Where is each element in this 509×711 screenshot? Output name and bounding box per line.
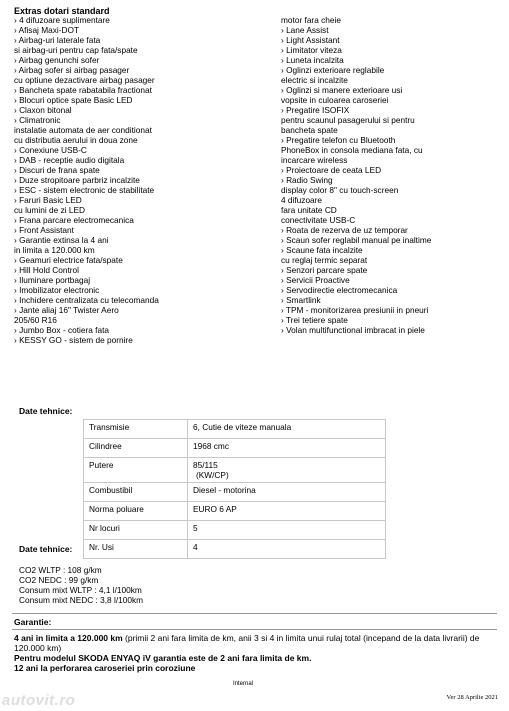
list-item: › Volan multifunctional imbracat in piele — [281, 325, 425, 335]
list-item: › Airbag sofer si airbag pasager — [14, 65, 130, 75]
warranty-enyaq: Pentru modelul SKODA ENYAQ iV garantia este de 2 ani fara limita de km. — [14, 653, 312, 663]
table-row — [84, 502, 386, 521]
tech-heading: Date tehnice: — [19, 406, 73, 416]
spec-value — [188, 483, 386, 502]
list-item: › Limitator viteza — [281, 45, 342, 55]
list-item: › Servodirectie electromecanica — [281, 285, 398, 295]
list-item: › Airbag-uri laterale fata — [14, 35, 101, 45]
list-item: › Radio Swing — [281, 175, 333, 185]
list-item: Consum mixt WLTP : 4,1 l/100km — [19, 585, 142, 595]
divider — [12, 629, 497, 630]
warranty-text — [14, 633, 500, 673]
list-item: › Faruri Basic LED — [14, 195, 82, 205]
spec-label: Transmisie — [84, 420, 188, 439]
list-item: instalatie automata de aer conditionat — [14, 125, 152, 135]
spec-label: Norma poluare — [84, 502, 188, 521]
spec-label: Cilindree — [84, 439, 188, 458]
list-item: › Frana parcare electromecanica — [14, 215, 134, 225]
list-item: › Pregatire telefon cu Bluetooth — [281, 135, 396, 145]
list-item: › 4 difuzoare suplimentare — [14, 15, 110, 25]
spec-value-text: 4 — [193, 542, 198, 552]
list-item: conectivitate USB-C — [281, 215, 356, 225]
list-item: › Geamuri electrice fata/spate — [14, 255, 123, 265]
list-item: bancheta spate — [281, 125, 338, 135]
list-item: › Bancheta spate rabatabila fractionat — [14, 85, 152, 95]
list-item: › Imobilizator electronic — [14, 285, 100, 295]
list-item: › Smartlink — [281, 295, 321, 305]
list-item: › Blocuri optice spate Basic LED — [14, 95, 133, 105]
spec-value-text: EURO 6 AP — [193, 504, 237, 514]
list-item: › Oglinzi exterioare reglabile — [281, 65, 385, 75]
list-item: › Airbag genunchi sofer — [14, 55, 100, 65]
list-item: › Hill Hold Control — [14, 265, 80, 275]
list-item: 205/60 R16 — [14, 315, 57, 325]
list-item: cu reglaj termic separat — [281, 255, 368, 265]
list-item: › Front Assistant — [14, 225, 74, 235]
emissions-list — [19, 565, 143, 605]
spec-value — [188, 502, 386, 521]
list-item: › Scaun sofer reglabil manual pe inaltime — [281, 235, 432, 245]
spec-value — [188, 420, 386, 439]
list-item: cu optiune dezactivare airbag pasager — [14, 75, 155, 85]
spec-value-text: 5 — [193, 523, 198, 533]
list-item: › Light Assistant — [281, 35, 340, 45]
list-item: › Claxon bitonal — [14, 105, 72, 115]
list-item: › Discuri de frana spate — [14, 165, 100, 175]
warranty-details: (primii 2 ani fara limita de km, anii 3 si 4 in limita unui rulaj total (incepand de la data livrarii) de 120.000 km) — [14, 633, 480, 653]
spec-value — [188, 521, 386, 540]
warranty-heading: Garantie: — [14, 617, 52, 627]
list-item: › Climatronic — [14, 115, 61, 125]
list-item: › Jumbo Box - cotiera fata — [14, 325, 109, 335]
list-item: › Oglinzi si manere exterioare usi — [281, 85, 403, 95]
list-item: › ESC - sistem electronic de stabilitate — [14, 185, 155, 195]
footer-classification: Internal — [233, 681, 254, 687]
list-item: incarcare wireless — [281, 155, 348, 165]
list-item: › Lane Assist — [281, 25, 329, 35]
spec-value — [188, 439, 386, 458]
list-item: pentru scaunul pasagerului si pentru — [281, 115, 415, 125]
footer-version-date: Ver 28 Aprilie 2021 — [446, 694, 498, 701]
extras-list-left — [14, 15, 278, 345]
list-item: fara unitate CD — [281, 205, 337, 215]
list-item: › Senzori parcare spate — [281, 265, 368, 275]
spec-value — [188, 458, 386, 483]
list-item: › Duze stropitoare parbriz incalzite — [14, 175, 140, 185]
list-item: Consum mixt NEDC : 3,8 l/100km — [19, 595, 144, 605]
spec-label: Nr. Usi — [84, 540, 188, 559]
table-row — [84, 458, 386, 483]
warranty-main: 4 ani in limita a 120.000 km — [14, 633, 123, 643]
list-item: › Jante aliaj 16" Twister Aero — [14, 305, 119, 315]
list-item: › Servicii Proactive — [281, 275, 350, 285]
list-item: › Garantie extinsa la 4 ani — [14, 235, 109, 245]
spec-label: Putere — [84, 458, 188, 483]
spec-value-text: 1968 cmc — [193, 441, 229, 451]
table-row — [84, 521, 386, 540]
spec-value — [188, 540, 386, 559]
list-item: PhoneBox in consola mediana fata, cu — [281, 145, 423, 155]
specs-table — [83, 419, 386, 559]
spec-value-text: 6, Cutie de viteze manuala — [193, 422, 292, 432]
list-item: › TPM - monitorizarea presiunii in pneuri — [281, 305, 429, 315]
page-title: Extras dotari standard — [14, 6, 110, 16]
list-item: cu distributia aerului in doua zone — [14, 135, 138, 145]
spec-value-text: Diesel - motorina — [193, 485, 256, 495]
list-item: › Roata de rezerva de uz temporar — [281, 225, 408, 235]
warranty-corrosion: 12 ani la perforarea caroseriei prin coroziune — [14, 663, 196, 673]
list-item: electric si incalzite — [281, 75, 348, 85]
list-item: 4 difuzoare — [281, 195, 323, 205]
list-item: › Afisaj Maxi-DOT — [14, 25, 79, 35]
divider — [12, 613, 497, 614]
list-item: vopsite in culoarea caroseriei — [281, 95, 389, 105]
list-item: display color 8" cu touch-screen — [281, 185, 399, 195]
spec-value-unit: (KW/CP) — [196, 470, 229, 480]
table-row — [84, 483, 386, 502]
list-item: › Trei tetiere spate — [281, 315, 348, 325]
extras-list-right — [281, 15, 503, 335]
watermark-logo: autovit.ro — [2, 692, 76, 709]
list-item: motor fara cheie — [281, 15, 341, 25]
list-item: › KESSY GO - sistem de pornire — [14, 335, 133, 345]
list-item: › DAB - receptie audio digitala — [14, 155, 125, 165]
list-item: › Pregatire ISOFIX — [281, 105, 350, 115]
list-item: › Iluminare portbagaj — [14, 275, 91, 285]
list-item: › Inchidere centralizata cu telecomanda — [14, 295, 159, 305]
list-item: in limita a 120.000 km — [14, 245, 95, 255]
list-item: cu lumini de zi LED — [14, 205, 86, 215]
list-item: CO2 NEDC : 99 g/km — [19, 575, 99, 585]
spec-label: Nr locuri — [84, 521, 188, 540]
list-item: › Luneta incalzita — [281, 55, 344, 65]
list-item: CO2 WLTP : 108 g/km — [19, 565, 102, 575]
list-item: › Proiectoare de ceata LED — [281, 165, 382, 175]
table-row — [84, 420, 386, 439]
table-row — [84, 540, 386, 559]
spec-value-text: 85/115 — [193, 460, 218, 470]
tech-heading-2: Date tehnice: — [19, 544, 73, 554]
list-item: si airbag-uri pentru cap fata/spate — [14, 45, 138, 55]
list-item: › Scaune fata incalzite — [281, 245, 363, 255]
spec-label: Combustibil — [84, 483, 188, 502]
list-item: › Conexiune USB-C — [14, 145, 87, 155]
table-row — [84, 439, 386, 458]
